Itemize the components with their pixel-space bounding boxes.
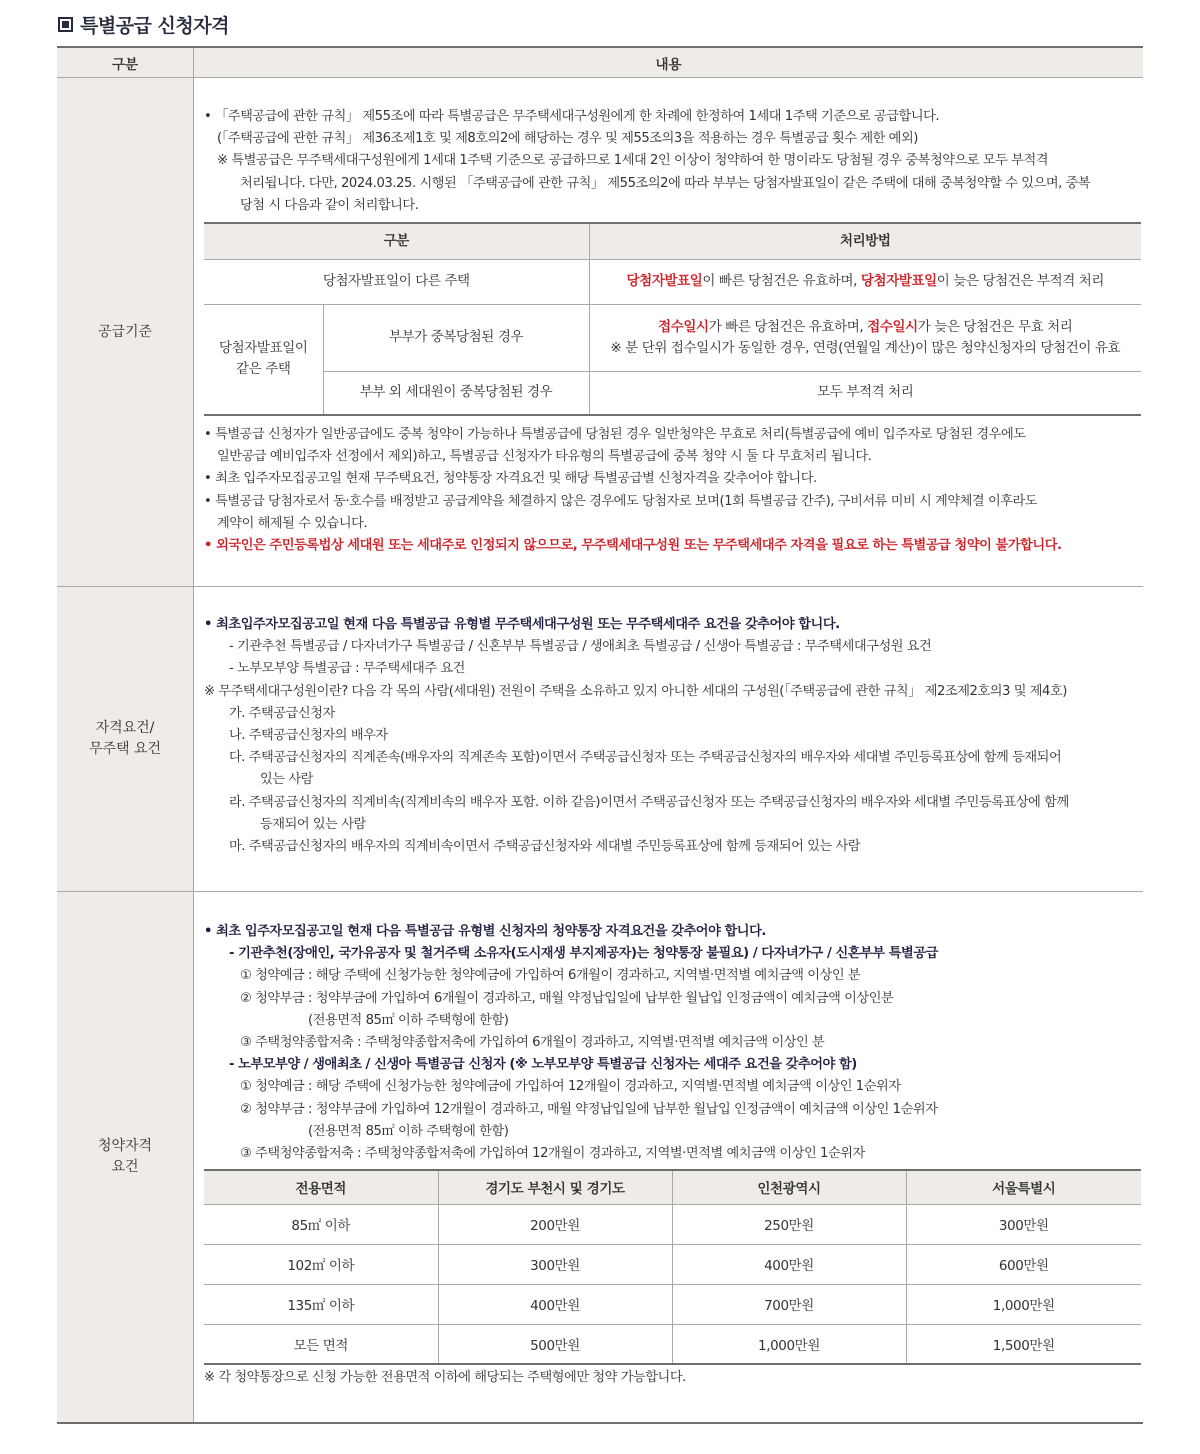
table-cell: 부부가 중복당첨된 경우	[323, 304, 589, 371]
text-line: ※ 특별공급은 무주택세대구성원에게 1세대 1주택 기준으로 공급하므로 1세대 2인 이상이 청약하여 한 명이라도 당첨될 경우 중복청약으로 모두 부적격	[217, 153, 1049, 169]
text-line: 가. 주택공급신청자	[229, 705, 335, 721]
text-line: • 최초입주자모집공고일 현재 다음 특별공급 유형별 무주택세대구성원 또는 무주택세대주 요건을 갖추어야 합니다.	[204, 617, 840, 632]
table-cell: 1,500만원	[906, 1324, 1141, 1364]
table-row	[204, 371, 1141, 415]
table-row	[204, 304, 1141, 371]
highlight-text: 접수일시	[658, 318, 709, 335]
section-body	[194, 587, 1143, 891]
text-line: - 기관추천(장애인, 국가유공자 및 철거주택 소유자(도시재생 부지제공자)는 청약통장 불필요) / 다자녀가구 / 신혼부부 특별공급	[229, 946, 938, 962]
text-line: • 「주택공급에 관한 규칙」 제55조에 따라 특별공급은 무주택세대구성원에게 한 차례에 한정하여 1세대 1주택 기준으로 공급합니다.	[204, 109, 940, 124]
text-line: 마. 주택공급신청자의 배우자의 직계비속이면서 주택공급신청자와 세대별 주민등록표상에 함께 등재되어 있는 사람	[229, 839, 861, 855]
eligibility-table	[57, 46, 1143, 1424]
cell-text: 당첨자발표일이	[219, 340, 308, 357]
table-cell: 부부 외 세대원이 중복당첨된 경우	[323, 371, 589, 415]
section-homeless-requirements	[57, 587, 1143, 892]
table-cell: 400만원	[672, 1244, 906, 1284]
table-row	[204, 223, 1141, 259]
table-cell: 300만원	[906, 1204, 1141, 1244]
text-line: (전용면적 85㎡ 이하 주택형에 한함)	[308, 1123, 509, 1139]
highlight-text: 당첨자발표일	[626, 273, 703, 290]
table-cell: 700만원	[672, 1284, 906, 1324]
text-line: 등재되어 있는 사람	[260, 816, 366, 832]
text-line: 당첨 시 다음과 같이 처리합니다.	[240, 197, 419, 213]
warning-line: • 외국인은 주민등록법상 세대원 또는 세대주로 인정되지 않으므로, 무주택세대구성원 또는 무주택세대주 자격을 필요로 하는 특별공급 청약이 불가합니다.	[204, 538, 1062, 554]
table-row	[204, 1204, 1141, 1244]
table-cell	[204, 304, 323, 415]
highlight-text: 접수일시	[867, 318, 918, 335]
table-cell: 200만원	[438, 1204, 672, 1244]
text-line: - 노부모부양 특별공급 : 무주택세대주 요건	[229, 661, 465, 677]
text-line: ② 청약부금 : 청약부금에 가입하여 6개월이 경과하고, 매월 약정납입일에 납부한 월납입 인정금액이 예치금액 이상인분	[240, 990, 894, 1006]
footnote: ※ 각 청약통장으로 신청 가능한 전용면적 이하에 해당되는 주택형에만 청약 가능합니다.	[204, 1370, 686, 1386]
text-line: - 기관추천 특별공급 / 다자녀가구 특별공급 / 신혼부부 특별공급 / 생애최초 특별공급 / 신생아 특별공급 : 무주택세대구성원 요건	[229, 639, 932, 655]
header-content: 내용	[655, 56, 682, 73]
cell-text: 같은 주택	[236, 361, 291, 378]
text-line: 계약이 해제될 수 있습니다.	[217, 515, 368, 531]
cell-text: 이 빠른 당첨건은 유효하며,	[702, 273, 861, 290]
table-cell: 300만원	[438, 1244, 672, 1284]
section-title	[58, 9, 229, 39]
table-header-cell: 처리방법	[589, 223, 1141, 259]
section-label: 공급기준	[57, 78, 194, 586]
table-cell	[589, 259, 1141, 304]
text-line: (전용면적 85㎡ 이하 주택형에 한함)	[308, 1012, 509, 1028]
table-header-cell: 구분	[204, 223, 589, 259]
text-line: (「주택공급에 관한 규칙」 제36조제1호 및 제8호의2에 해당하는 경우 및 제55조의3을 적용하는 경우 특별공급 횟수 제한 예외)	[217, 131, 918, 147]
table-cell: 모두 부적격 처리	[589, 371, 1141, 415]
table-cell: 당첨자발표일이 다른 주택	[204, 259, 589, 304]
table-cell: 135㎡ 이하	[204, 1284, 438, 1324]
text-line: ③ 주택청약종합저축 : 주택청약종합저축에 가입하여 6개월이 경과하고, 지역별·면적별 예치금액 이상인 분	[240, 1035, 825, 1051]
deposit-amount-table	[204, 1169, 1141, 1365]
table-cell: 1,000만원	[906, 1284, 1141, 1324]
label-line: 무주택 요건	[88, 741, 162, 757]
table-row	[204, 1324, 1141, 1364]
cell-text: 가 늦은 당첨건은 무효 처리	[917, 318, 1073, 335]
text-line: • 특별공급 신청자가 일반공급에도 중복 청약이 가능하나 특별공급에 당첨된 경우 일반청약은 무효로 처리(특별공급에 예비 입주자로 당첨된 경우에도	[204, 427, 1026, 443]
table-cell: 모든 면적	[204, 1324, 438, 1364]
header-category: 구분	[57, 48, 194, 77]
text-line: ② 청약부금 : 청약부금에 가입하여 12개월이 경과하고, 매월 약정납입일에 납부한 월납입 인정금액이 예치금액 이상인 1순위자	[240, 1101, 938, 1117]
text-line: ③ 주택청약종합저축 : 주택청약종합저축에 가입하여 12개월이 경과하고, 지역별·면적별 예치금액 이상인 1순위자	[240, 1146, 865, 1162]
table-header-cell: 서울특별시	[906, 1170, 1141, 1204]
duplicate-winning-table	[204, 222, 1141, 416]
text-line: • 최초 입주자모집공고일 현재 다음 특별공급 유형별 신청자의 청약통장 자격요건을 갖추어야 합니다.	[204, 924, 766, 939]
text-line: 있는 사람	[260, 772, 313, 788]
table-cell: 1,000만원	[672, 1324, 906, 1364]
section-supply-criteria	[57, 78, 1143, 587]
table-cell: 85㎡ 이하	[204, 1204, 438, 1244]
text-line: ① 청약예금 : 해당 주택에 신청가능한 청약예금에 가입하여 6개월이 경과하고, 지역별·면적별 예치금액 이상인 분	[240, 968, 861, 984]
section-label	[57, 587, 194, 891]
table-header	[57, 48, 1143, 78]
text-line: • 최초 입주자모집공고일 현재 무주택요건, 청약통장 자격요건 및 해당 특별공급별 신청자격을 갖추어야 합니다.	[204, 471, 817, 487]
label-line: 자격요건/	[95, 720, 155, 736]
table-header-cell: 인천광역시	[672, 1170, 906, 1204]
text-line: 처리됩니다. 다만, 2024.03.25. 시행된 「주택공급에 관한 규칙」 제55조의2에 따라 부부는 당첨자발표일이 같은 주택에 대해 중복청약할 수 있으며, 중복	[240, 175, 1091, 191]
section-body	[194, 892, 1143, 1422]
table-cell: 400만원	[438, 1284, 672, 1324]
text-line: - 노부모부양 / 생애최초 / 신생아 특별공급 신청자 (※ 노부모부양 특별공급 신청자는 세대주 요건을 갖추어야 함)	[229, 1057, 857, 1073]
text-line: ① 청약예금 : 해당 주택에 신청가능한 청약예금에 가입하여 12개월이 경과하고, 지역별·면적별 예치금액 이상인 1순위자	[240, 1079, 901, 1095]
text-line: • 특별공급 당첨자로서 동·호수를 배정받고 공급계약을 체결하지 않은 경우에도 당첨자로 보며(1회 특별공급 간주), 구비서류 미비 시 계약체결 이후라도	[204, 493, 1038, 509]
table-header-cell: 경기도 부천시 및 경기도	[438, 1170, 672, 1204]
highlight-text: 당첨자발표일	[860, 273, 937, 290]
table-cell: 250만원	[672, 1204, 906, 1244]
section-subscription-requirements	[57, 892, 1143, 1422]
section-label	[57, 892, 194, 1422]
table-row	[204, 1244, 1141, 1284]
table-cell	[589, 304, 1141, 371]
cell-note: ※ 분 단위 접수일시가 동일한 경우, 연령(연월일 계산)이 많은 청약신청자의 당첨건이 유효	[610, 339, 1121, 356]
text-line: 라. 주택공급신청자의 직계비속(직계비속의 배우자 포함. 이하 같음)이면서 주택공급신청자 또는 주택공급신청자의 배우자와 세대별 주민등록표상에 함께	[229, 794, 1069, 810]
table-header-cell: 전용면적	[204, 1170, 438, 1204]
section-title-text: 특별공급 신청자격	[80, 14, 229, 37]
text-line: 다. 주택공급신청자의 직계존속(배우자의 직계존속 포함)이면서 주택공급신청자 또는 주택공급신청자의 배우자와 세대별 주민등록표상에 함께 등재되어	[229, 750, 1062, 766]
square-bullet-icon	[58, 17, 73, 32]
label-line: 청약자격	[97, 1138, 153, 1154]
section-body	[194, 78, 1143, 586]
table-cell: 600만원	[906, 1244, 1141, 1284]
table-cell: 500만원	[438, 1324, 672, 1364]
text-line: 일반공급 예비입주자 선정에서 제외)하고, 특별공급 신청자가 타유형의 특별공급에 중복 청약 시 둘 다 무효처리 됩니다.	[217, 449, 872, 465]
table-row	[204, 1284, 1141, 1324]
table-cell: 102㎡ 이하	[204, 1244, 438, 1284]
cell-text: 이 늦은 당첨건은 부적격 처리	[936, 273, 1105, 290]
text-line: ※ 무주택세대구성원이란? 다음 각 목의 사람(세대원) 전원이 주택을 소유하고 있지 아니한 세대의 구성원(「주택공급에 관한 규칙」 제2조제2호의3 및 제4호)	[204, 683, 1067, 699]
text-line: 나. 주택공급신청자의 배우자	[229, 728, 388, 744]
cell-text: 가 빠른 당첨건은 유효하며,	[708, 318, 868, 335]
table-row	[204, 259, 1141, 304]
label-line: 요건	[111, 1159, 139, 1175]
table-row	[204, 1170, 1141, 1204]
